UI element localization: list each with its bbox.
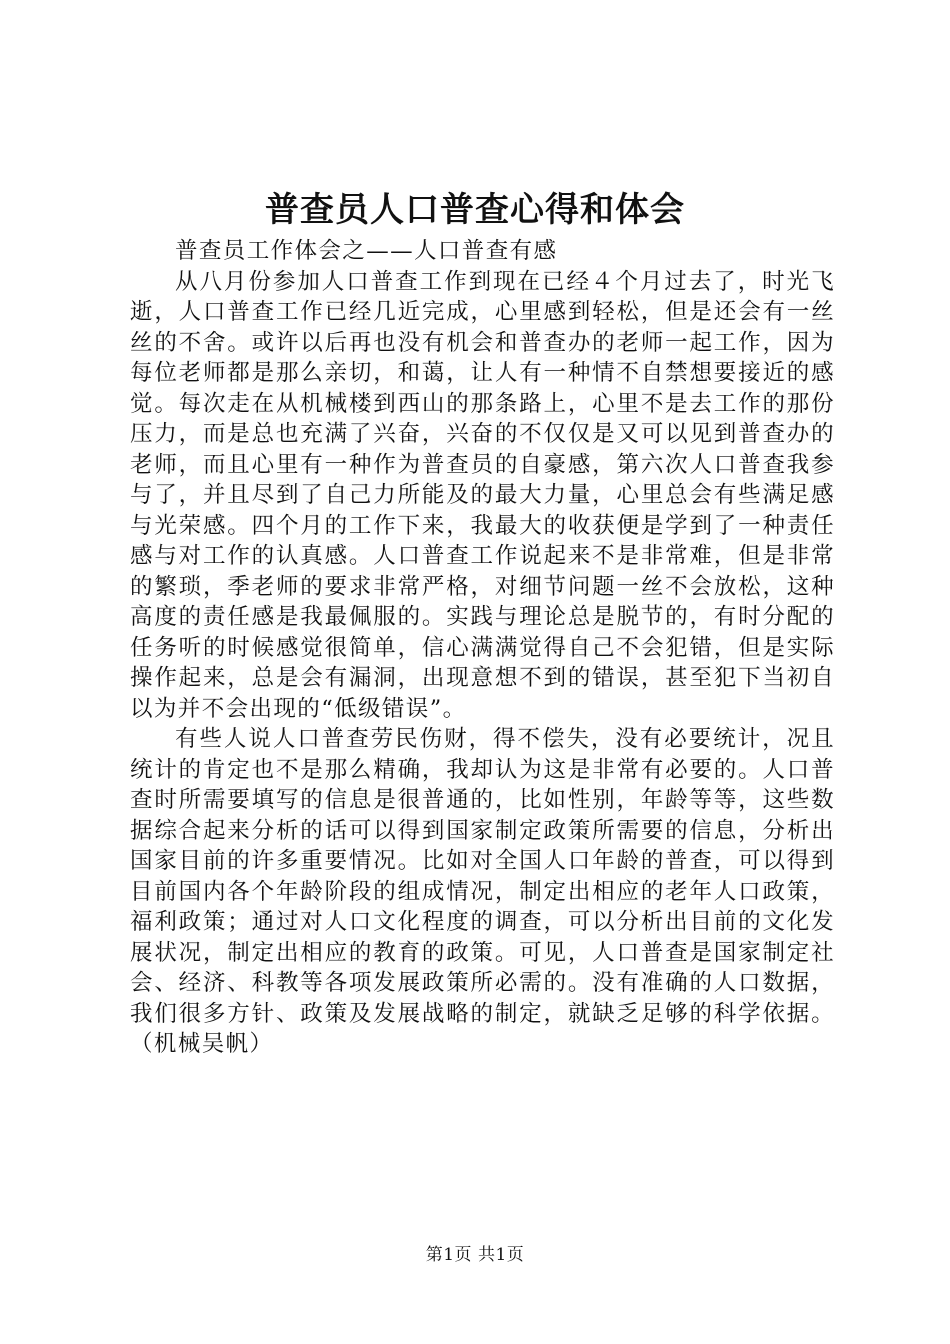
document-title: 普查员人口普查心得和体会 [265,190,685,230]
body-paragraph-1: 从八月份参加人口普查工作到现在已经４个月过去了，时光飞逝，人口普查工作已经几近完成，心里感到轻松，但是还会有一丝丝的不舍。或许以后再也没有机会和普查办的老师一起工作，因为每位老师都是那么亲切，和蔼，让人有一种情不自禁想要接近的感觉。每次走在从机械楼到西山的那条路上，心里不是去工作的那份压力，而是总也充满了兴奋，兴奋的不仅仅是又可以见到普查办的老师，而且心里有一种作为普查员的自豪感，第六次人口普查我参与了，并且尽到了自己力所能及的最大力量，心里总会有些满足感与光荣感。四个月的工作下来，我最大的收获便是学到了一种责任感与对工作的认真感。人口普查工作说起来不是非常难，但是非常的繁琐，季老师的要求非常严格，对细节问题一丝不会放松，这种高度的责任感是我最佩服的。实践与理论总是脱节的，有时分配的任务听的时候感觉很简单，信心满满觉得自己不会犯错，但是实际操作起来，总是会有漏洞，出现意想不到的错误，甚至犯下当初自以为并不会出现的“低级错误”。 [130,268,835,722]
page-footer: 第1页 共1页 [425,1245,525,1265]
subtitle-paragraph: 普查员工作体会之——人口普查有感 [175,238,558,264]
body-paragraph-2: 有些人说人口普查劳民伤财，得不偿失，没有必要统计，况且统计的肯定也不是那么精确，我却认为这是非常有必要的。人口普查时所需要填写的信息是很普通的，比如性别，年龄等等，这些数据综合起来分析的话可以得到国家制定政策所需要的信息，分析出国家目前的许多重要情况。比如对全国人口年龄的普查，可以得到目前国内各个年龄阶段的组成情况，制定出相应的老年人口政策，福利政策；通过对人口文化程度的调查，可以分析出目前的文化发展状况，制定出相应的教育的政策。可见，人口普查是国家制定社会、经济、科教等各项发展政策所必需的。没有准确的人口数据，我们很多方针、政策及发展战略的制定，就缺乏足够的科学依据。（机械吴帆） [130,726,835,1057]
document-body [130,236,835,1060]
